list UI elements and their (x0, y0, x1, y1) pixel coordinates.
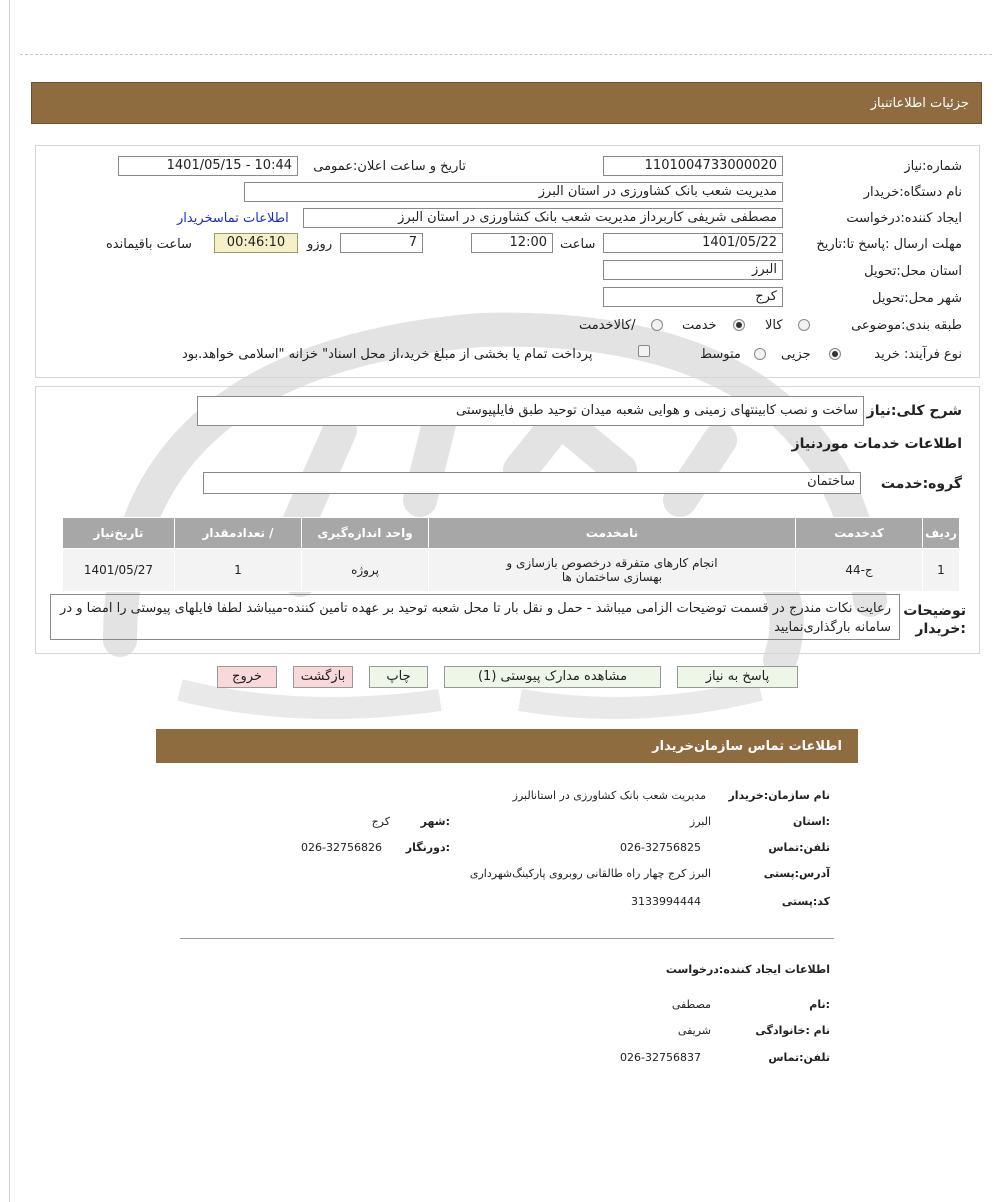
summary-label: شرح کلی:نیاز (866, 403, 962, 419)
col-unit: واحد اندازه‌گیری (302, 518, 429, 549)
category-label: طبقه بندی:موضوعی (851, 318, 962, 333)
radio-medium-label: متوسط (700, 347, 741, 362)
creator-phone: 026-32756837 (620, 1051, 701, 1064)
radio-goods[interactable] (798, 319, 810, 331)
province-label: استان محل:تحویل (864, 264, 962, 279)
creator-name: مصطفی (671, 998, 711, 1011)
contact-postal-label: کد:پستی (781, 895, 830, 908)
remaining-time: 00:46:10 (214, 233, 298, 253)
left-border-line (9, 0, 10, 1202)
contact-divider (180, 938, 834, 939)
announce-field: 1401/05/15 - 10:44 (118, 156, 298, 176)
creator-phone-label: تلفن:تماس (768, 1051, 830, 1064)
contact-bar-title: اطلاعات تماس سازمان‌خریدار (652, 739, 842, 754)
contact-city: کرج (371, 815, 390, 828)
creator-field: مصطفی شریفی کاربرداز مدیریت شعب بانک کشاورزی در استان البرز (303, 208, 783, 228)
top-dashed-divider (20, 54, 992, 55)
contact-address: البرز کرج چهار راه طالقانی روبروی پارکینگ‌شهرداری (469, 867, 711, 880)
radio-partial-label: جزیی (781, 347, 811, 362)
city-label: شهر محل:تحویل (872, 291, 962, 306)
deadline-time-field: 12:00 (471, 233, 553, 253)
radio-goods-label: کالا (765, 318, 783, 333)
contact-fax: 026-32756826 (301, 841, 382, 854)
city-field: کرج (603, 287, 783, 307)
payment-note: پرداخت تمام یا بخشی از مبلغ خرید،از محل اسناد" خزانه "اسلامی خواهد.بود (182, 347, 593, 362)
contact-province: البرز (689, 815, 711, 828)
creator-family: شریفی (677, 1024, 711, 1037)
col-code: کدخدمت (796, 518, 923, 549)
creator-label: ایجاد کننده:درخواست (846, 211, 962, 226)
creator-name-label: :نام (809, 998, 830, 1011)
header-title: جزئیات اطلاعاتنیاز (870, 96, 969, 111)
deadline-time-label: ساعت (560, 237, 596, 252)
contact-address-label: آدرس:پستی (763, 867, 830, 880)
radio-service[interactable] (733, 319, 745, 331)
cell-name: انجام کارهای متفرقه درخصوص بازسازی و بهسازی ساختمان ها (429, 549, 796, 592)
services-heading: اطلاعات خدمات موردنیاز (791, 436, 962, 452)
process-label: نوع فرآیند: خرید (874, 347, 962, 362)
col-name: نامخدمت (429, 518, 796, 549)
exit-button[interactable]: خروج (217, 666, 277, 688)
summary-field: ساخت و نصب کابینتهای زمینی و هوایی شعبه میدان توحید طبق فایلپیوستی (197, 396, 864, 426)
col-row: ردیف (923, 518, 960, 549)
contact-phone-label: تلفن:تماس (768, 841, 830, 854)
contact-org: مدیریت شعب بانک کشاورزی در استانالبرز (512, 789, 706, 802)
back-button[interactable]: بازگشت (293, 666, 353, 688)
buyer-org-label: نام دستگاه:خریدار (863, 185, 962, 200)
days-field: 7 (340, 233, 423, 253)
group-label: گروه:خدمت (880, 476, 962, 492)
contact-phone: 026-32756825 (620, 841, 701, 854)
contact-fax-label: :دورنگار (405, 841, 450, 854)
need-info-panel (35, 145, 980, 378)
cell-qty: 1 (175, 549, 302, 592)
cell-row: 1 (923, 549, 960, 592)
table-row (63, 549, 960, 592)
contact-postal: 3133994444 (631, 895, 701, 908)
radio-goods-service[interactable] (651, 319, 663, 331)
col-qty: / تعدادمقدار (175, 518, 302, 549)
radio-partial[interactable] (829, 348, 841, 360)
buyer-notes-label: توضیحات :خریدار (903, 603, 966, 637)
creator-family-label: نام :خانوادگی (755, 1024, 830, 1037)
cell-code: ج-44 (796, 549, 923, 592)
need-number-field: 1101004733000020 (603, 156, 783, 176)
cell-unit: پروژه (302, 549, 429, 592)
radio-service-label: خدمت (682, 318, 717, 333)
contact-header-bar (156, 729, 858, 763)
print-button[interactable]: چاپ (369, 666, 428, 688)
contact-org-label: نام سازمان:خریدار (728, 789, 830, 802)
announce-label: تاریخ و ساعت اعلان:عمومی (313, 159, 466, 174)
cell-date: 1401/05/27 (63, 549, 175, 592)
contact-city-label: :شهر (420, 815, 450, 828)
buyer-contact-link[interactable]: اطلاعات تماسخریدار (177, 211, 289, 226)
deadline-date-field: 1401/05/22 (603, 233, 783, 253)
need-number-label: شماره:نیاز (904, 159, 962, 174)
deadline-label: مهلت ارسال :پاسخ تا:تاریخ (816, 237, 962, 252)
payment-checkbox[interactable] (638, 345, 650, 357)
contact-province-label: :استان (793, 815, 830, 828)
creator-heading: اطلاعات ایجاد کننده:درخواست (665, 963, 830, 976)
services-table (62, 517, 960, 592)
details-header-bar (31, 82, 982, 124)
radio-medium[interactable] (754, 348, 766, 360)
group-field: ساختمان (203, 472, 861, 494)
buyer-org-field: مدیریت شعب بانک کشاورزی در استان البرز (244, 182, 783, 202)
view-docs-button[interactable]: مشاهده مدارک پیوستی (1) (444, 666, 661, 688)
province-field: البرز (603, 260, 783, 280)
col-date: تاریخ‌نیاز (63, 518, 175, 549)
radio-goods-service-label: /کالاخدمت (579, 318, 636, 333)
remaining-label: ساعت باقیمانده (106, 237, 192, 252)
reply-button[interactable]: پاسخ به نیاز (677, 666, 798, 688)
buyer-notes-box: رعایت نکات مندرج در قسمت توضیحات الزامی میباشد - حمل و نقل بار تا محل شعبه توحید بر عهده تامین کننده-میباشد لطفا فایلهای پیوستی را امضا و در سامانه بارگذاری‌نمایید (50, 594, 900, 640)
day-word: روزو (307, 237, 333, 252)
